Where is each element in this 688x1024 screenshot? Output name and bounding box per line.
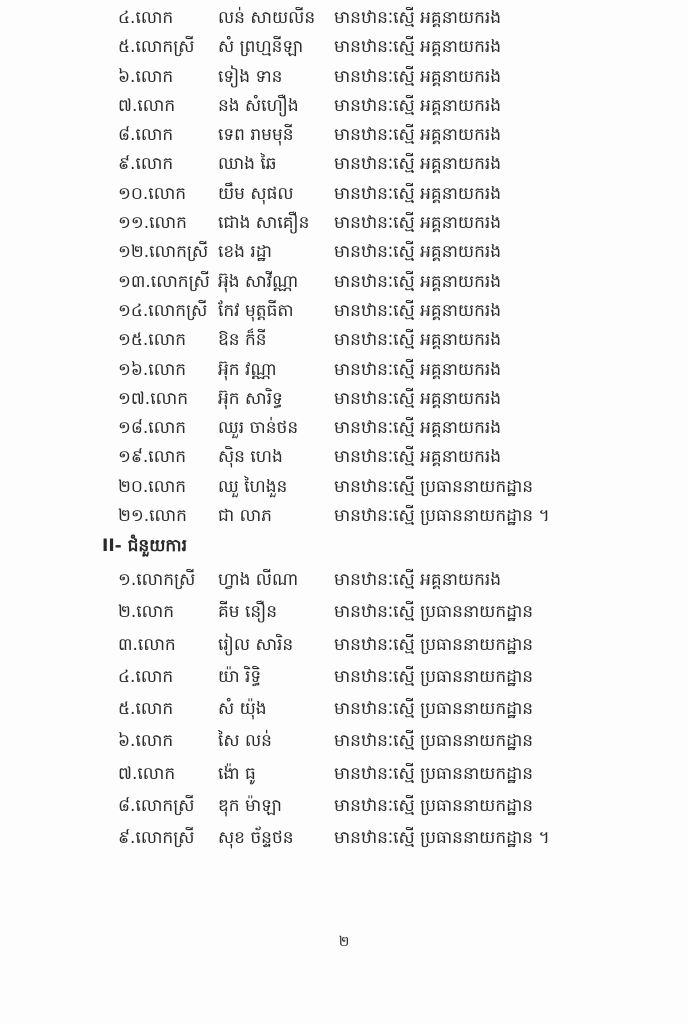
item-name: ឌុក ម៉ាឡា <box>218 796 282 817</box>
item-number-title: ១៦.លោក <box>118 359 187 380</box>
item-name: អ៊ុក វណ្ណា <box>218 359 277 380</box>
item-rank: មានឋានៈស្មើ អគ្គនាយករង <box>334 242 502 263</box>
item-name: គីម នឿន <box>218 602 278 623</box>
item-rank: មានឋានៈស្មើ អគ្គនាយករង <box>334 95 502 116</box>
item-number-title: ២១.លោក <box>118 506 187 527</box>
item-rank: មានឋានៈស្មើ ប្រធាននាយកដ្ឋាន <box>334 731 534 752</box>
item-number-title: ៥.លោក <box>118 699 174 720</box>
item-rank: មានឋានៈស្មើ អគ្គនាយករង <box>334 213 502 234</box>
list-item <box>0 92 688 121</box>
list-item <box>0 33 688 62</box>
item-rank: មានឋានៈស្មើ អគ្គនាយករង <box>334 300 502 321</box>
item-number-title: ២០.លោក <box>118 476 187 497</box>
item-name: ទេព រាមមុនី <box>218 125 294 146</box>
item-name: ជោង សាគឿន <box>218 213 310 234</box>
item-name: អ៊ុក សារិទ្ធ <box>218 388 283 409</box>
list-item <box>0 758 688 790</box>
item-name: យឹម សុផល <box>218 183 294 204</box>
item-number-title: ៨.លោក <box>118 125 174 146</box>
item-rank: មានឋានៈស្មើ អគ្គនាយករង <box>334 359 502 380</box>
list-item <box>0 180 688 209</box>
item-rank: មានឋានៈស្មើ អគ្គនាយករង <box>334 271 502 292</box>
item-rank: មានឋានៈស្មើ ប្រធាននាយកដ្ឋាន <box>334 666 534 687</box>
item-rank: មានឋានៈស្មើ ប្រធាននាយកដ្ឋាន <box>334 763 534 784</box>
list-item <box>0 4 688 33</box>
item-number-title: ៥.លោកស្រី <box>118 37 195 58</box>
item-name: ឈួ ហៃងួន <box>218 476 288 497</box>
item-name: ជា លាភ <box>218 506 272 527</box>
member-list-continued <box>0 4 688 531</box>
item-name: អ៊ុង សាវីណ្ណា <box>218 271 299 292</box>
item-number-title: ៩.លោក <box>118 154 174 175</box>
list-item <box>0 268 688 297</box>
item-rank: មានឋានៈស្មើ ប្រធាននាយកដ្ឋាន ។ <box>334 828 550 849</box>
item-rank: មានឋានៈស្មើ ប្រធាននាយកដ្ឋាន <box>334 476 534 497</box>
list-item <box>0 356 688 385</box>
item-name: សុខ ច័ន្ទថន <box>218 828 294 849</box>
item-name: សំ យ៉ុង <box>218 699 267 720</box>
item-rank: មានឋានៈស្មើ អគ្គនាយករង <box>334 418 502 439</box>
item-number-title: ១៧.លោក <box>118 388 188 409</box>
item-name: ឈាង ឆៃ <box>218 154 277 175</box>
item-rank: មានឋានៈស្មើ ប្រធាននាយកដ្ឋាន <box>334 634 534 655</box>
item-number-title: ៧.លោក <box>118 763 176 784</box>
item-rank: មានឋានៈស្មើ អគ្គនាយករង <box>334 570 502 590</box>
list-item <box>0 297 688 326</box>
item-rank: មានឋានៈស្មើ ប្រធាននាយកដ្ឋាន <box>334 602 534 623</box>
list-item <box>0 693 688 725</box>
list-item <box>0 209 688 238</box>
section-heading-assistants: II- ជំនួយការ <box>102 536 187 556</box>
item-rank: មានឋានៈស្មើ អគ្គនាយករង <box>334 154 502 175</box>
list-item <box>0 790 688 822</box>
item-rank: មានឋានៈស្មើ អគ្គនាយករង <box>334 8 502 28</box>
item-name: ឱន ក៏នី <box>218 330 267 351</box>
item-number-title: ៨.លោកស្រី <box>118 796 195 817</box>
item-name: នង សំហឿង <box>218 95 299 116</box>
item-rank: មានឋានៈស្មើ អគ្គនាយករង <box>334 330 502 351</box>
item-rank: មានឋានៈស្មើ អគ្គនាយករង <box>334 125 502 146</box>
list-item <box>0 502 688 531</box>
list-item <box>0 596 688 628</box>
item-number-title: ១៨.លោក <box>118 418 187 439</box>
item-name: ស៊ិន ហេង <box>218 447 283 468</box>
list-item <box>0 822 688 854</box>
item-rank: មានឋានៈស្មើ អគ្គនាយករង <box>334 66 502 87</box>
item-number-title: ១៥.លោក <box>118 330 187 351</box>
item-name: យ៉ា រិទ្ធិ <box>218 666 262 687</box>
item-name: ខេង រដ្ឋា <box>218 242 272 263</box>
item-rank: មានឋានៈស្មើ អគ្គនាយករង <box>334 37 502 58</box>
item-number-title: ៧.លោក <box>118 95 176 116</box>
item-name: ទៀង ទាន <box>218 66 283 87</box>
item-number-title: ១៩.លោក <box>118 447 187 468</box>
item-name: សៃ លន់ <box>218 731 272 752</box>
item-number-title: ១៤.លោកស្រី <box>118 300 208 321</box>
item-number-title: ១០.លោក <box>118 183 187 204</box>
list-item <box>0 661 688 693</box>
item-name: រៀល សារិន <box>218 634 294 655</box>
list-item <box>0 63 688 92</box>
assistant-list <box>0 564 688 855</box>
item-number-title: ១.លោកស្រី <box>118 570 196 590</box>
list-item <box>0 473 688 502</box>
page-number: ២ <box>338 934 350 950</box>
item-number-title: ៦.លោក <box>118 66 174 87</box>
list-item <box>0 414 688 443</box>
item-number-title: ៣.លោក <box>118 634 176 655</box>
item-name: កែវ មុត្តធីតា <box>218 300 294 321</box>
item-name: ហ្វាង លីណា <box>218 570 299 590</box>
list-item <box>0 385 688 414</box>
item-number-title: ៤.លោក <box>118 8 174 28</box>
item-rank: មានឋានៈស្មើ ប្រធាននាយកដ្ឋាន <box>334 796 534 817</box>
item-rank: មានឋានៈស្មើ ប្រធាននាយកដ្ឋាន ។ <box>334 506 550 527</box>
item-rank: មានឋានៈស្មើ អគ្គនាយករង <box>334 388 502 409</box>
item-rank: មានឋានៈស្មើ អគ្គនាយករង <box>334 447 502 468</box>
item-number-title: ៩.លោកស្រី <box>118 828 195 849</box>
list-item <box>0 150 688 179</box>
list-item <box>0 238 688 267</box>
item-name: ឈួរ ចាន់ថន <box>218 418 299 439</box>
item-name: សំ ព្រហ្មនីឡា <box>218 37 304 58</box>
item-rank: មានឋានៈស្មើ ប្រធាននាយកដ្ឋាន <box>334 699 534 720</box>
item-name: លន់ សាយលីន <box>218 8 316 28</box>
list-item <box>0 443 688 472</box>
item-number-title: ៦.លោក <box>118 731 174 752</box>
item-number-title: ៤.លោក <box>118 666 174 687</box>
list-item <box>0 121 688 150</box>
item-name: ង៉ោ ធូ <box>218 763 256 784</box>
item-number-title: ២.លោក <box>118 602 175 623</box>
item-number-title: ១១.លោក <box>118 213 187 234</box>
list-item <box>0 564 688 596</box>
list-item <box>0 326 688 355</box>
list-item <box>0 629 688 661</box>
list-item <box>0 725 688 757</box>
item-number-title: ១៣.លោកស្រី <box>118 271 210 292</box>
item-number-title: ១២.លោកស្រី <box>118 242 209 263</box>
item-rank: មានឋានៈស្មើ អគ្គនាយករង <box>334 183 502 204</box>
